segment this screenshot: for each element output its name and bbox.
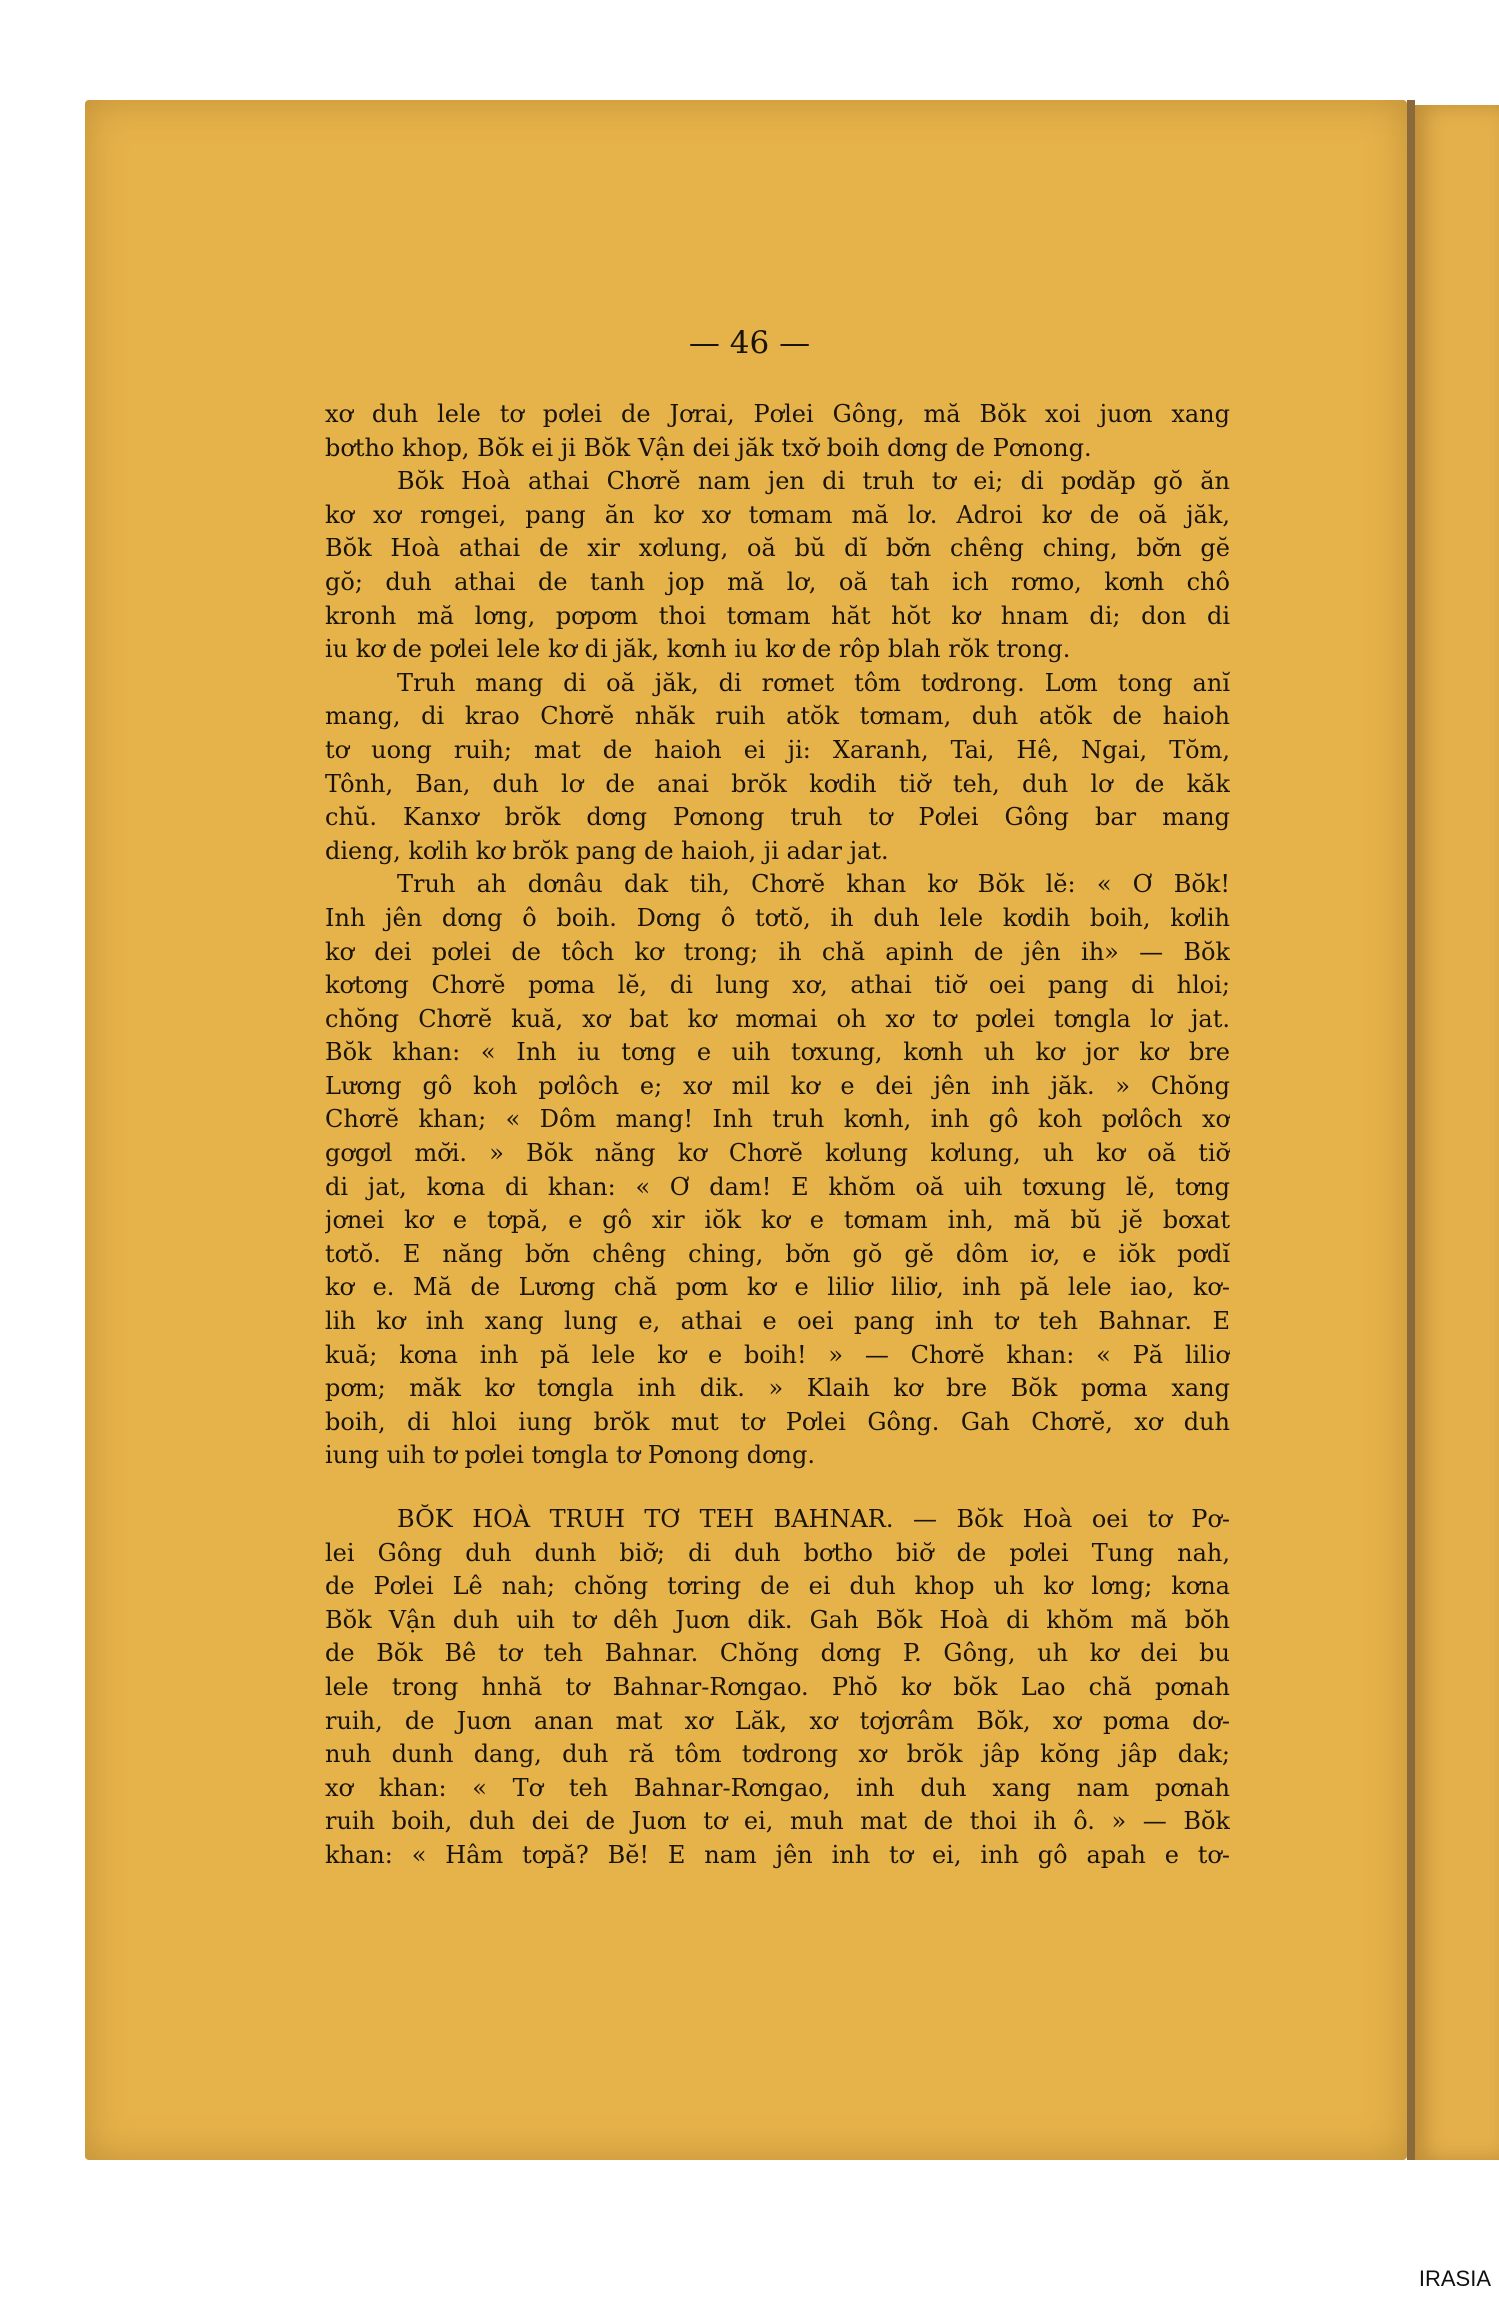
text-line: lih kơ inh xang lung e, athai e oei pang inh tơ teh Bahnar. E [325, 1307, 1230, 1336]
text-line: jơnei kơ e tơpă, e gô xir iŏk kơ e tơmam inh, mă bŭ jĕ bơxat [325, 1206, 1230, 1235]
text-line: khan: « Hâm tơpă? Bĕ! E nam jên inh tơ ei, inh gô apah e tơ- [325, 1840, 1230, 1869]
text-line: Truh mang di oă jăk, di rơmet tôm tơdrong. Lơm tong anĭ [397, 668, 1230, 697]
text-line: xơ duh lele tơ pơlei de Jơrai, Pơlei Gông, mă Bŏk xoi juơn xang [325, 400, 1230, 428]
adjacent-page [1415, 105, 1499, 2160]
text-line: Bŏk Hoà athai de xir xơlung, oă bŭ dĭ bơ̆n chêng ching, bơ̆n gĕ [325, 534, 1230, 563]
text-line: tơtŏ. E năng bơ̆n chêng ching, bơ̆n gŏ gĕ dôm iơ, e iŏk pơdĭ [325, 1239, 1230, 1268]
text-line: chŏng Chơrĕ kuă, xơ bat kơ mơmai oh xơ tơ pơlei tơngla lơ jat. [325, 1004, 1230, 1033]
text-line: lei Gông duh dunh biơ̆; di duh bơtho biơ̆ de pơlei Tung nah, [325, 1538, 1230, 1567]
text-line: Chơrĕ khan; « Dôm mang! Inh truh kơnh, inh gô koh pơlôch xơ [325, 1105, 1230, 1134]
text-line: kơtơng Chơrĕ pơma lĕ, di lung xơ, athai tiơ̆ oei pang di hloi; [325, 971, 1230, 1000]
text-line: Truh ah dơnâu dak tih, Chơrĕ khan kơ Bŏk lĕ: « Ơ Bŏk! [397, 870, 1230, 899]
text-line: xơ khan: « Tơ teh Bahnar-Rơngao, inh duh xang nam pơnah [325, 1773, 1230, 1802]
text-line: gŏ; duh athai de tanh jop mă lơ, oă tah ich rơmo, kơnh chô [325, 567, 1230, 596]
text-line: Inh jên dơng ô boih. Dơng ô tơtŏ, ih duh lele kơdih boih, kơlih [325, 903, 1230, 932]
text-line: chŭ. Kanxơ brŏk dơng Pơnong truh tơ Pơlei Gông bar mang [325, 803, 1230, 832]
text-line: kơ dei pơlei de tôch kơ trong; ih chă apinh de jên ih» — Bŏk [325, 937, 1230, 966]
text-line: gơgơl mơ̆i. » Bŏk năng kơ Chơrĕ kơlung kơlung, uh kơ oă tiơ̆ [325, 1139, 1230, 1168]
text-line: boih, di hloi iung brŏk mut tơ Pơlei Gông. Gah Chơrĕ, xơ duh [325, 1407, 1230, 1436]
text-line: bơtho khop, Bŏk ei ji Bŏk Vận dei jăk txơ̆ boih dơng de Pơnong. [325, 433, 1092, 462]
text-line: kronh mă lơng, pơpơm thoi tơmam hăt hŏt kơ hnam di; don di [325, 601, 1230, 630]
text-line: nuh dunh dang, duh ră tôm tơdrong xơ brŏk jâp kŏng jâp dak; [325, 1740, 1230, 1769]
text-line: de Bŏk Bê tơ teh Bahnar. Chŏng dơng P. Gông, uh kơ dei bu [325, 1639, 1230, 1668]
text-line: di jat, kơna di khan: « Ơ dam! E khŏm oă uih tơxung lĕ, tơng [325, 1172, 1230, 1201]
text-line: Lương gô koh pơlôch e; xơ mil kơ e dei jên inh jăk. » Chŏng [325, 1071, 1230, 1100]
page-number: — 46 — [688, 325, 811, 361]
text-line: kơ e. Mă de Lương chă pơm kơ e liliơ liliơ, inh pă lele iao, kơ- [325, 1273, 1230, 1302]
text-line: Tônh, Ban, duh lơ de anai brŏk kơdih tiơ̆ teh, duh lơ de kăk [325, 769, 1230, 798]
section-heading-line: BŎK HOÀ TRUH TƠ TEH BAHNAR. — Bŏk Hoà oei tơ Pơ- [397, 1505, 1230, 1533]
text-line: ruih, de Juơn anan mat xơ Lăk, xơ tơjơrâm Bŏk, xơ pơma dơ- [325, 1706, 1230, 1735]
page-spine-shadow [1407, 100, 1415, 2160]
text-line: Bŏk khan: « Inh iu tơng e uih tơxung, kơnh uh kơ jor kơ bre [325, 1038, 1230, 1067]
text-line: de Pơlei Lê nah; chŏng tơring de ei duh khop uh kơ lơng; kơna [325, 1572, 1230, 1601]
text-line: Bŏk Vận duh uih tơ dêh Juơn dik. Gah Bŏk Hoà di khŏm mă bŏh [325, 1605, 1230, 1634]
text-line: mang, di krao Chơrĕ nhăk ruih atŏk tơmam, duh atŏk de haioh [325, 702, 1230, 731]
text-line: tơ uong ruih; mat de haioh ei ji: Xaranh, Tai, Hê, Ngai, Tŏm, [325, 735, 1230, 764]
text-line: kuă; kơna inh pă lele kơ e boih! » — Chơrĕ khan: « Pă liliơ [325, 1340, 1230, 1369]
text-line: ruih boih, duh dei de Juơn tơ ei, muh mat de thoi ih ô. » — Bŏk [325, 1807, 1230, 1836]
irasia-watermark: IRASIA [1418, 2266, 1491, 2291]
text-line: iung uih tơ pơlei tơngla tơ Pơnong dơng. [325, 1441, 815, 1470]
section-gap [325, 1473, 1230, 1503]
body-text [325, 398, 1230, 1873]
text-line: pơm; măk kơ tơngla inh dik. » Klaih kơ bre Bŏk pơma xang [325, 1374, 1230, 1403]
text-line: iu kơ de pơlei lele kơ di jăk, kơnh iu kơ de rôp blah rŏk trong. [325, 635, 1071, 664]
text-line: Bŏk Hoà athai Chơrĕ nam jen di truh tơ ei; di pơdăp gŏ ăn [397, 467, 1230, 496]
text-line: lele trong hnhă tơ Bahnar-Rơngao. Phŏ kơ bŏk Lao chă pơnah [325, 1672, 1230, 1701]
text-line: kơ xơ rơngei, pang ăn kơ xơ tơmam mă lơ. Adroi kơ de oă jăk, [325, 500, 1230, 529]
text-line: dieng, kơlih kơ brŏk pang de haioh, ji adar jat. [325, 836, 889, 865]
